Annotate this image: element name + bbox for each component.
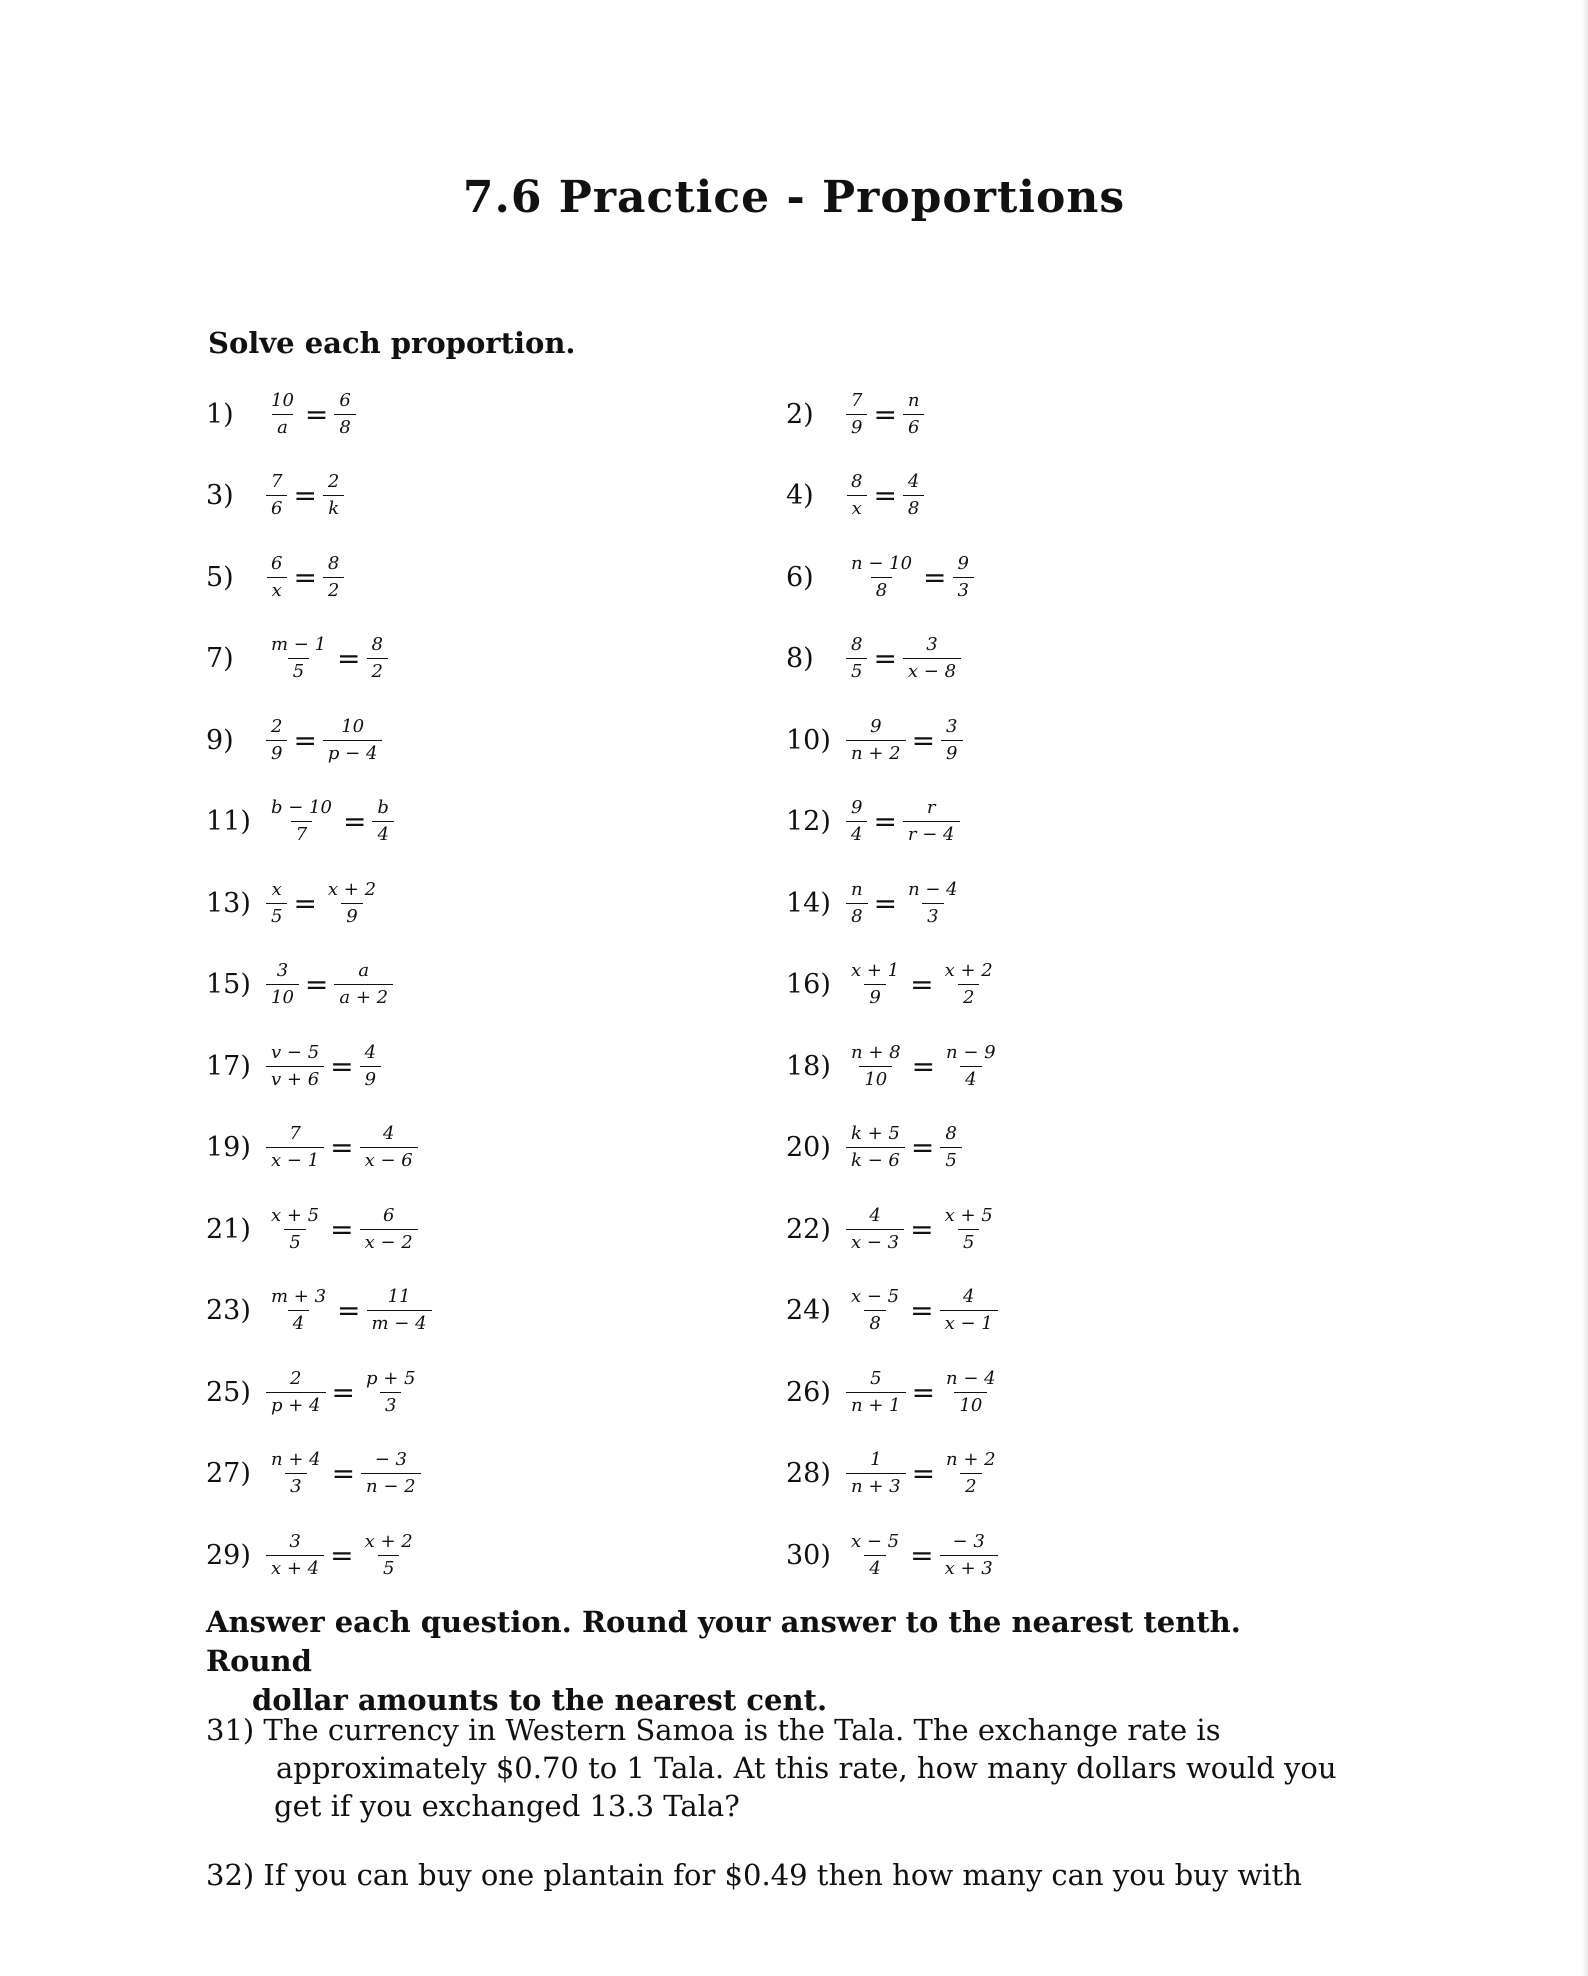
right-denominator: x − 6 xyxy=(360,1147,418,1170)
right-denominator: 10 xyxy=(954,1392,987,1415)
left-fraction xyxy=(846,1204,904,1253)
right-fraction xyxy=(323,715,383,764)
right-fraction xyxy=(940,1204,998,1253)
left-fraction xyxy=(846,1451,906,1496)
problem-number: 5) xyxy=(206,561,234,593)
left-fraction xyxy=(846,799,867,844)
right-numerator: x + 5 xyxy=(944,1204,993,1226)
equals-sign: = xyxy=(873,886,898,920)
right-numerator: 4 xyxy=(962,1286,975,1307)
question-31-line-3: get if you exchanged 13.3 Tala? xyxy=(274,1789,740,1823)
right-fraction xyxy=(323,878,381,927)
problem-6 xyxy=(786,542,974,612)
right-denominator: k xyxy=(323,495,344,518)
right-numerator: n − 4 xyxy=(946,1367,996,1389)
problem-number: 22) xyxy=(786,1213,831,1245)
problem-21 xyxy=(206,1194,418,1264)
problem-number: 21) xyxy=(206,1213,251,1245)
left-numerator: 8 xyxy=(851,634,863,655)
problem-number: 17) xyxy=(206,1050,251,1082)
problem-12 xyxy=(786,787,960,857)
left-numerator: 7 xyxy=(271,471,283,492)
problem-number: 15) xyxy=(206,969,251,1000)
equals-sign: = xyxy=(330,1131,354,1164)
right-numerator: 2 xyxy=(327,471,340,492)
equals-sign: = xyxy=(330,1049,354,1083)
right-numerator: 6 xyxy=(339,389,351,411)
problem-number: 19) xyxy=(206,1132,251,1163)
left-denominator: 5 xyxy=(266,903,287,926)
right-numerator: − 3 xyxy=(952,1530,985,1552)
right-numerator: 8 xyxy=(945,1123,957,1144)
right-numerator: p + 5 xyxy=(365,1367,416,1389)
left-numerator: 6 xyxy=(271,552,283,574)
left-fraction xyxy=(846,1288,904,1333)
problem-19 xyxy=(206,1113,418,1183)
right-denominator: 4 xyxy=(960,1066,981,1089)
right-numerator: 3 xyxy=(926,634,938,655)
equals-sign: = xyxy=(910,1212,934,1246)
equals-sign: = xyxy=(304,968,329,1001)
equals-sign: = xyxy=(923,560,947,594)
right-numerator: 8 xyxy=(327,552,340,574)
left-fraction xyxy=(266,1125,324,1170)
problem-number: 27) xyxy=(206,1458,251,1489)
equals-sign: = xyxy=(910,1294,934,1327)
right-denominator: x + 3 xyxy=(940,1555,998,1578)
equals-sign: = xyxy=(910,1131,935,1164)
right-fraction xyxy=(941,715,962,764)
problem-2 xyxy=(786,379,925,449)
left-numerator: x − 5 xyxy=(851,1530,900,1552)
left-denominator: k − 6 xyxy=(846,1147,905,1170)
left-fraction xyxy=(846,1125,905,1170)
right-denominator: 2 xyxy=(960,1473,981,1496)
right-numerator: n − 4 xyxy=(908,878,958,900)
equals-sign: = xyxy=(304,397,329,431)
left-denominator: 4 xyxy=(864,1555,885,1578)
problem-28 xyxy=(786,1439,1001,1509)
problem-13 xyxy=(206,868,381,938)
left-denominator: 9 xyxy=(266,740,287,763)
problem-18 xyxy=(786,1031,1001,1101)
problem-number: 8) xyxy=(786,643,814,674)
left-fraction xyxy=(266,1288,331,1333)
problem-27 xyxy=(206,1439,421,1509)
left-numerator: x + 1 xyxy=(851,960,900,981)
left-denominator: 9 xyxy=(864,984,885,1007)
right-numerator: x + 2 xyxy=(944,960,993,981)
left-fraction xyxy=(266,552,287,601)
problem-29 xyxy=(206,1520,418,1590)
right-fraction xyxy=(941,1451,1001,1496)
equals-sign: = xyxy=(911,1049,936,1083)
problem-1 xyxy=(206,379,356,449)
page-edge-shadow xyxy=(1582,0,1588,1976)
equals-sign: = xyxy=(330,1212,354,1246)
right-fraction xyxy=(360,1204,418,1253)
left-fraction xyxy=(266,878,287,927)
left-numerator: n − 10 xyxy=(851,552,913,574)
right-numerator: x + 2 xyxy=(364,1530,413,1552)
problem-number: 7) xyxy=(206,643,234,674)
problem-8 xyxy=(786,624,961,694)
left-denominator: x xyxy=(847,495,867,518)
left-fraction xyxy=(266,715,287,764)
problem-17 xyxy=(206,1031,381,1101)
problem-4 xyxy=(786,461,924,531)
left-fraction xyxy=(266,473,287,518)
left-fraction xyxy=(846,878,868,927)
question-32-line-1: 32) If you can buy one plantain for $0.49 then how many can you buy with xyxy=(206,1858,1302,1892)
left-fraction xyxy=(266,1204,324,1253)
right-fraction xyxy=(334,962,393,1007)
left-numerator: 8 xyxy=(851,471,863,492)
right-fraction xyxy=(367,636,388,681)
section-2-line-2: dollar amounts to the nearest cent. xyxy=(252,1683,828,1717)
left-fraction xyxy=(846,473,867,518)
right-fraction xyxy=(953,552,974,601)
left-denominator: 10 xyxy=(266,984,299,1007)
equals-sign: = xyxy=(293,479,317,512)
left-denominator: 5 xyxy=(846,658,867,681)
left-denominator: 7 xyxy=(291,821,312,844)
left-fraction xyxy=(266,962,299,1007)
equals-sign: = xyxy=(293,723,317,757)
problem-number: 13) xyxy=(206,887,251,919)
left-fraction xyxy=(266,799,337,844)
problem-10 xyxy=(786,705,963,775)
left-denominator: n + 1 xyxy=(846,1392,906,1415)
right-numerator: x + 2 xyxy=(327,878,377,900)
left-fraction xyxy=(846,1530,904,1579)
right-fraction xyxy=(360,1041,381,1090)
question-32 xyxy=(206,1856,1356,1894)
left-numerator: 3 xyxy=(276,960,289,981)
left-numerator: n + 4 xyxy=(271,1449,321,1470)
equals-sign: = xyxy=(873,642,897,675)
right-fraction xyxy=(323,552,344,601)
problem-14 xyxy=(786,868,963,938)
problem-number: 24) xyxy=(786,1295,831,1326)
right-denominator: x − 8 xyxy=(903,658,961,681)
right-fraction xyxy=(903,799,960,844)
left-numerator: 9 xyxy=(870,715,882,737)
problem-24 xyxy=(786,1276,998,1346)
problem-26 xyxy=(786,1357,1001,1427)
right-numerator: 11 xyxy=(387,1286,411,1307)
left-denominator: 4 xyxy=(288,1310,309,1333)
problem-30 xyxy=(786,1520,998,1590)
section-2-line-1: Answer each question. Round your answer to the nearest tenth. Round xyxy=(206,1605,1241,1678)
right-fraction xyxy=(941,1041,1001,1090)
left-numerator: x xyxy=(271,878,282,900)
problem-16 xyxy=(786,950,998,1020)
problem-15 xyxy=(206,950,393,1020)
problem-number: 29) xyxy=(206,1539,251,1571)
left-numerator: 7 xyxy=(851,389,863,411)
right-denominator: m − 4 xyxy=(367,1310,432,1333)
equals-sign: = xyxy=(331,1457,356,1490)
problem-number: 9) xyxy=(206,724,234,756)
right-denominator: 9 xyxy=(360,1066,381,1089)
right-fraction xyxy=(903,878,963,927)
left-denominator: 5 xyxy=(284,1229,305,1252)
right-fraction xyxy=(372,799,394,844)
left-numerator: 4 xyxy=(869,1204,881,1226)
problem-number: 20) xyxy=(786,1132,831,1163)
equals-sign: = xyxy=(911,723,936,757)
problem-9 xyxy=(206,705,382,775)
right-numerator: b xyxy=(377,797,389,818)
right-fraction xyxy=(334,389,355,438)
right-fraction xyxy=(903,636,961,681)
problem-number: 12) xyxy=(786,806,831,837)
left-numerator: 7 xyxy=(289,1123,301,1144)
left-fraction xyxy=(846,389,867,438)
equals-sign: = xyxy=(330,1538,354,1572)
left-fraction xyxy=(846,1041,906,1090)
right-fraction xyxy=(903,473,924,518)
question-31-line-2: approximately $0.70 to 1 Tala. At this rate, how many dollars would you xyxy=(276,1751,1337,1785)
equals-sign: = xyxy=(873,479,897,512)
right-denominator: r − 4 xyxy=(903,821,960,844)
problem-11 xyxy=(206,787,394,857)
right-fraction xyxy=(903,389,925,438)
left-numerator: 1 xyxy=(870,1449,882,1470)
left-fraction xyxy=(846,715,906,764)
right-fraction xyxy=(367,1288,432,1333)
equals-sign: = xyxy=(910,1538,934,1572)
left-numerator: 3 xyxy=(289,1530,301,1552)
question-31 xyxy=(206,1711,1356,1825)
equals-sign: = xyxy=(911,1375,936,1409)
problem-3 xyxy=(206,461,344,531)
page-title: 7.6 Practice - Proportions xyxy=(462,172,1126,223)
right-denominator: 9 xyxy=(941,740,962,763)
right-numerator: n xyxy=(907,389,920,411)
problem-number: 26) xyxy=(786,1376,831,1408)
section-heading: Solve each proportion. xyxy=(208,326,576,360)
right-numerator: 3 xyxy=(946,715,958,737)
right-fraction xyxy=(941,1367,1001,1416)
right-fraction xyxy=(940,962,998,1007)
equals-sign: = xyxy=(910,968,934,1001)
question-31-line-1: 31) The currency in Western Samoa is the Tala. The exchange rate is xyxy=(206,1713,1221,1747)
problem-5 xyxy=(206,542,344,612)
left-denominator: 5 xyxy=(288,658,309,681)
problem-number: 11) xyxy=(206,806,251,837)
right-numerator: 4 xyxy=(364,1041,377,1063)
left-fraction xyxy=(846,636,867,681)
equals-sign: = xyxy=(331,1375,355,1409)
left-numerator: k + 5 xyxy=(851,1123,900,1144)
right-denominator: 2 xyxy=(367,658,388,681)
left-denominator: a xyxy=(272,414,293,437)
left-numerator: m + 3 xyxy=(271,1286,327,1307)
equals-sign: = xyxy=(337,642,361,675)
problem-25 xyxy=(206,1357,420,1427)
right-denominator: 5 xyxy=(378,1555,399,1578)
left-numerator: x + 5 xyxy=(271,1204,320,1226)
equals-sign: = xyxy=(337,1294,361,1327)
left-numerator: 2 xyxy=(271,715,283,737)
left-denominator: n + 3 xyxy=(846,1473,906,1496)
problem-number: 3) xyxy=(206,480,234,511)
right-fraction xyxy=(361,1451,421,1496)
left-denominator: 3 xyxy=(285,1473,306,1496)
problem-number: 30) xyxy=(786,1539,831,1571)
right-fraction xyxy=(940,1288,998,1333)
left-numerator: x − 5 xyxy=(851,1286,900,1307)
right-numerator: 6 xyxy=(382,1204,395,1226)
left-numerator: n + 8 xyxy=(851,1041,901,1063)
left-fraction xyxy=(266,1041,324,1090)
right-denominator: n − 2 xyxy=(361,1473,421,1496)
equals-sign: = xyxy=(293,560,317,594)
right-denominator: 5 xyxy=(940,1147,961,1170)
right-denominator: 6 xyxy=(903,414,924,437)
left-numerator: m − 1 xyxy=(271,634,327,655)
right-denominator: 3 xyxy=(922,903,943,926)
left-numerator: 2 xyxy=(290,1367,302,1389)
problem-number: 1) xyxy=(206,398,234,430)
right-numerator: 4 xyxy=(382,1123,395,1144)
problem-number: 10) xyxy=(786,724,831,756)
right-numerator: 8 xyxy=(371,634,383,655)
right-numerator: a xyxy=(358,960,370,981)
equals-sign: = xyxy=(873,805,897,838)
right-denominator: 8 xyxy=(903,495,924,518)
left-fraction xyxy=(266,1451,326,1496)
left-numerator: 5 xyxy=(870,1367,882,1389)
right-numerator: 9 xyxy=(957,552,969,574)
right-numerator: 10 xyxy=(341,715,365,737)
left-numerator: b − 10 xyxy=(271,797,332,818)
left-denominator: x − 1 xyxy=(266,1147,324,1170)
left-denominator: 8 xyxy=(871,577,892,600)
left-fraction xyxy=(266,636,331,681)
section-2-heading xyxy=(206,1603,1356,1720)
left-fraction xyxy=(846,1367,906,1416)
right-denominator: 4 xyxy=(372,821,393,844)
problem-number: 4) xyxy=(786,480,814,511)
right-denominator: x − 1 xyxy=(940,1310,998,1333)
left-fraction xyxy=(846,962,904,1007)
left-denominator: x − 3 xyxy=(846,1229,904,1252)
equals-sign: = xyxy=(873,397,897,431)
right-fraction xyxy=(323,473,344,518)
right-numerator: 4 xyxy=(907,471,920,492)
left-denominator: 8 xyxy=(846,903,867,926)
left-fraction xyxy=(266,1367,326,1416)
right-denominator: p − 4 xyxy=(323,740,383,763)
problem-number: 23) xyxy=(206,1295,251,1326)
right-fraction xyxy=(360,1530,418,1579)
right-denominator: a + 2 xyxy=(334,984,393,1007)
left-numerator: 10 xyxy=(271,389,294,411)
right-denominator: 9 xyxy=(341,903,362,926)
problem-22 xyxy=(786,1194,998,1264)
right-numerator: r xyxy=(926,797,936,818)
left-denominator: 10 xyxy=(859,1066,892,1089)
problem-20 xyxy=(786,1113,962,1183)
left-denominator: p + 4 xyxy=(266,1392,326,1415)
equals-sign: = xyxy=(911,1457,936,1490)
right-fraction xyxy=(360,1125,418,1170)
left-denominator: n + 2 xyxy=(846,740,906,763)
problem-23 xyxy=(206,1276,432,1346)
right-fraction xyxy=(361,1367,421,1416)
left-fraction xyxy=(846,552,917,601)
right-numerator: n + 2 xyxy=(946,1449,996,1470)
right-denominator: 2 xyxy=(323,577,344,600)
right-denominator: 5 xyxy=(958,1229,979,1252)
problem-number: 18) xyxy=(786,1050,831,1082)
problem-number: 6) xyxy=(786,561,814,593)
problem-number: 16) xyxy=(786,969,831,1000)
right-denominator: 8 xyxy=(334,414,355,437)
left-denominator: 9 xyxy=(846,414,867,437)
problem-number: 14) xyxy=(786,887,831,919)
left-numerator: v − 5 xyxy=(271,1041,320,1063)
right-denominator: 3 xyxy=(380,1392,401,1415)
left-fraction xyxy=(266,1530,324,1579)
problem-number: 28) xyxy=(786,1458,831,1489)
left-fraction xyxy=(266,389,299,438)
left-numerator: 9 xyxy=(851,797,863,818)
right-fraction xyxy=(940,1530,998,1579)
right-denominator: 2 xyxy=(958,984,979,1007)
right-numerator: − 3 xyxy=(374,1449,407,1470)
equals-sign: = xyxy=(293,886,317,920)
equals-sign: = xyxy=(342,805,367,838)
right-fraction xyxy=(940,1125,961,1170)
left-denominator: x xyxy=(267,577,287,600)
right-denominator: x − 2 xyxy=(360,1229,418,1252)
left-denominator: x + 4 xyxy=(266,1555,324,1578)
right-numerator: n − 9 xyxy=(946,1041,996,1063)
right-denominator: 3 xyxy=(953,577,974,600)
left-numerator: n xyxy=(851,878,863,900)
left-denominator: v + 6 xyxy=(266,1066,324,1089)
problem-number: 25) xyxy=(206,1376,251,1408)
problem-7 xyxy=(206,624,388,694)
problem-number: 2) xyxy=(786,398,814,430)
left-denominator: 6 xyxy=(266,495,287,518)
left-denominator: 8 xyxy=(864,1310,885,1333)
left-denominator: 4 xyxy=(846,821,867,844)
